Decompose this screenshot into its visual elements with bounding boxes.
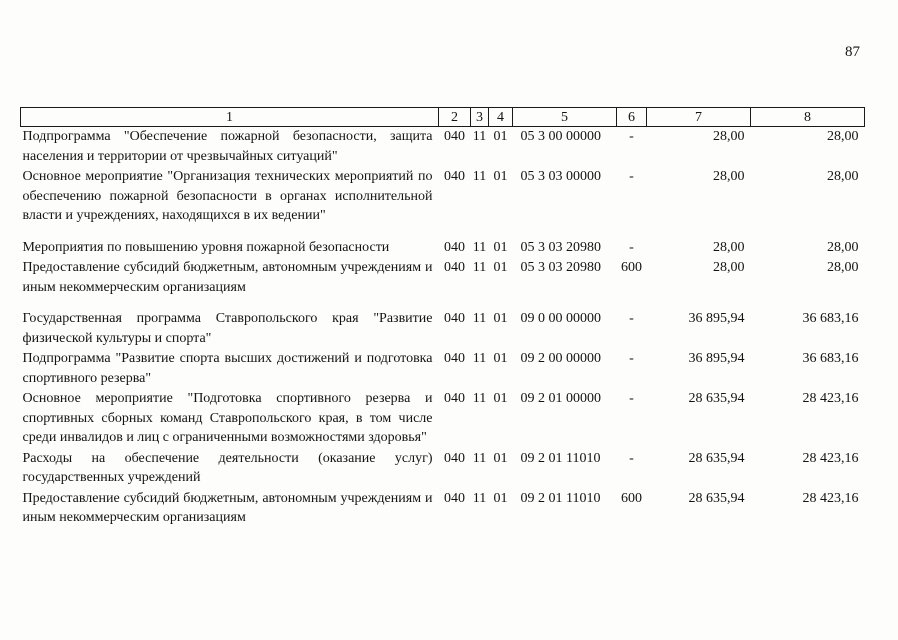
expense-type-code: 600 [621, 490, 642, 506]
section-code: 11 [472, 391, 487, 406]
header-col-6: 6 [617, 108, 647, 127]
amount-col-8: 36 683,16 [802, 311, 859, 326]
amount-col-7: 36 895,94 [688, 351, 745, 366]
table-header [21, 108, 865, 127]
ministry-code: 040 [444, 490, 465, 506]
expense-type-code: - [629, 391, 634, 406]
amount-col-8: 28,00 [827, 260, 859, 275]
header-row [21, 108, 865, 127]
table-row [21, 489, 865, 529]
amount-col-8: 28 423,16 [802, 391, 859, 406]
page-number: 87 [845, 44, 860, 60]
header-col-2: 2 [439, 108, 471, 127]
section-code: 11 [472, 239, 487, 255]
target-item-code: 09 2 01 11010 [520, 490, 601, 506]
table-row [21, 449, 865, 489]
section-code: 11 [472, 450, 487, 466]
subsection-code: 01 [493, 129, 508, 144]
target-item-code: 09 2 00 00000 [520, 351, 601, 366]
amount-col-7: 28,00 [713, 260, 745, 275]
table-row [21, 238, 865, 259]
subsection-code: 01 [493, 169, 508, 184]
expense-type-code: 600 [621, 260, 642, 275]
amount-col-7: 36 895,94 [688, 311, 745, 326]
target-item-code: 09 0 00 00000 [520, 311, 601, 326]
header-col-1: 1 [21, 108, 439, 127]
expense-type-code: - [629, 239, 634, 255]
amount-col-7: 28 635,94 [688, 490, 745, 506]
subsection-code: 01 [493, 490, 508, 506]
amount-col-8: 28 423,16 [802, 450, 859, 466]
subsection-code: 01 [493, 260, 508, 275]
target-item-code: 09 2 01 00000 [520, 391, 601, 406]
subsection-code: 01 [493, 450, 508, 466]
ministry-code: 040 [444, 391, 465, 406]
amount-col-8: 28,00 [827, 169, 859, 184]
target-item-code: 05 3 03 20980 [520, 239, 601, 255]
amount-col-7: 28,00 [713, 239, 745, 255]
expense-type-code: - [629, 169, 634, 184]
table-body [21, 127, 865, 529]
ministry-code: 040 [444, 129, 465, 144]
target-item-code: 05 3 03 20980 [520, 260, 601, 275]
target-item-code: 05 3 00 00000 [520, 129, 601, 144]
section-code: 11 [472, 311, 487, 326]
budget-table [20, 107, 865, 529]
table-row [21, 349, 865, 389]
amount-col-8: 36 683,16 [802, 351, 859, 366]
ministry-code: 040 [444, 169, 465, 184]
amount-col-7: 28 635,94 [688, 450, 745, 466]
header-col-3: 3 [471, 108, 489, 127]
header-col-7: 7 [647, 108, 751, 127]
amount-col-8: 28 423,16 [802, 490, 859, 506]
section-code: 11 [472, 129, 487, 144]
header-col-4: 4 [489, 108, 513, 127]
row-name: Расходы на обеспечение деятельности (оказание услуг) государственных учреждений [22, 450, 433, 485]
amount-col-7: 28,00 [713, 129, 745, 144]
row-name: Подпрограмма "Развитие спорта высших достижений и подготовка спортивного резерва" [22, 351, 433, 386]
target-item-code: 09 2 01 11010 [520, 450, 601, 466]
section-code: 11 [472, 260, 487, 275]
expense-type-code: - [629, 129, 634, 144]
subsection-code: 01 [493, 351, 508, 366]
section-code: 11 [472, 351, 487, 366]
table-row [21, 167, 865, 238]
row-name: Основное мероприятие "Организация технических мероприятий по обеспечению пожарной безопасности в органах исполнительной власти и учреждениях, находящихся в их ведении" [22, 169, 433, 223]
header-col-5: 5 [513, 108, 617, 127]
row-name: Предоставление субсидий бюджетным, автономным учреждениям и иным некоммерческим организациям [22, 260, 433, 295]
amount-col-7: 28,00 [713, 169, 745, 184]
subsection-code: 01 [493, 311, 508, 326]
expense-type-code: - [629, 351, 634, 366]
ministry-code: 040 [444, 311, 465, 326]
section-code: 11 [472, 169, 487, 184]
table-row [21, 127, 865, 168]
target-item-code: 05 3 03 00000 [520, 169, 601, 184]
row-name: Мероприятия по повышению уровня пожарной безопасности [22, 239, 390, 255]
row-name: Государственная программа Ставропольского края "Развитие физической культуры и спорта" [22, 311, 433, 346]
row-name: Подпрограмма "Обеспечение пожарной безопасности, защита населения и территории от чрезвычайных ситуаций" [22, 129, 433, 164]
row-name: Основное мероприятие "Подготовка спортивного резерва и спортивных сборных команд Ставропольского края, в том числе среди инвалидов и лиц с ограниченными возможностями здоровья" [22, 391, 433, 445]
ministry-code: 040 [444, 351, 465, 366]
amount-col-8: 28,00 [827, 239, 859, 255]
ministry-code: 040 [444, 260, 465, 275]
expense-type-code: - [629, 450, 634, 466]
amount-col-8: 28,00 [827, 129, 859, 144]
ministry-code: 040 [444, 239, 465, 255]
table-row [21, 258, 865, 309]
table-row [21, 309, 865, 349]
subsection-code: 01 [493, 391, 508, 406]
ministry-code: 040 [444, 450, 465, 466]
row-name: Предоставление субсидий бюджетным, автономным учреждениям и иным некоммерческим организациям [22, 490, 433, 525]
table-row [21, 389, 865, 449]
subsection-code: 01 [493, 239, 508, 255]
amount-col-7: 28 635,94 [688, 391, 745, 406]
section-code: 11 [472, 490, 487, 506]
header-col-8: 8 [751, 108, 865, 127]
expense-type-code: - [629, 311, 634, 326]
